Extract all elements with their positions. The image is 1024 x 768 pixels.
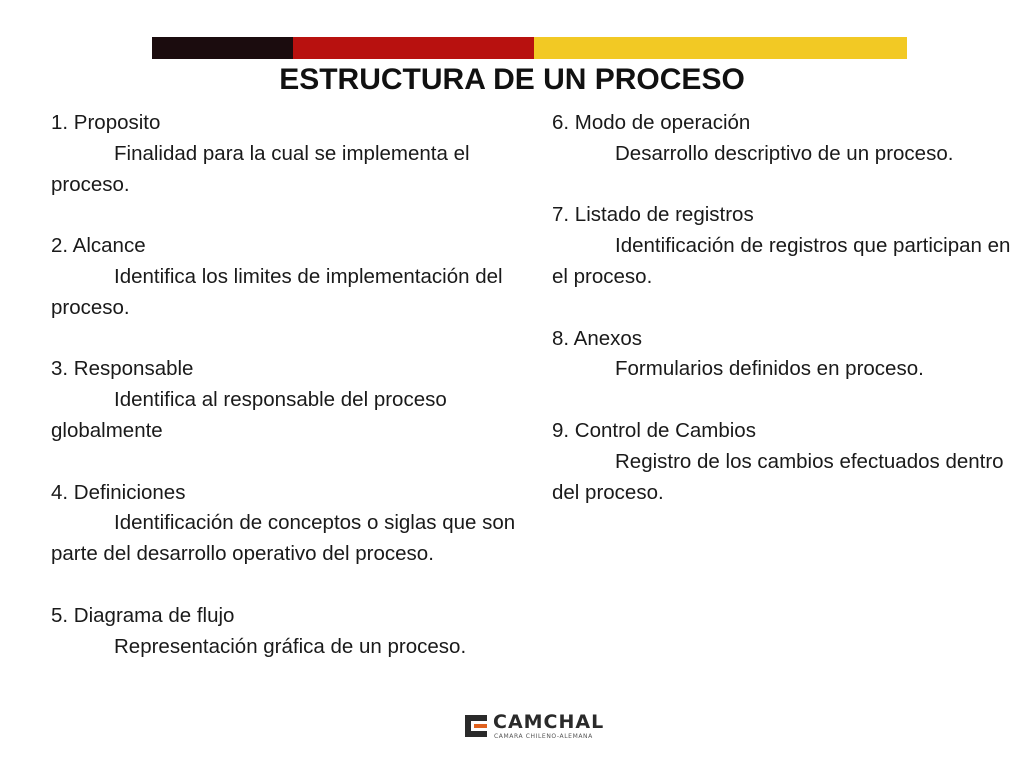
item-heading: 5. Diagrama de flujo	[51, 603, 235, 627]
right-column	[552, 108, 1014, 508]
flag-stripe-gold	[534, 37, 907, 59]
item-description: Identifica al responsable del proceso globalmente	[51, 388, 447, 442]
list-item	[51, 478, 521, 570]
item-description: Identificación de registros que participan en el proceso.	[552, 234, 1011, 288]
left-column	[51, 108, 521, 662]
list-item	[552, 324, 1014, 386]
item-description: Identificación de conceptos o siglas que son parte del desarrollo operativo del proceso.	[51, 511, 516, 566]
list-item	[51, 231, 521, 323]
item-description: Formularios definidos en proceso.	[615, 357, 924, 381]
item-heading: 8. Anexos	[552, 326, 643, 350]
flag-stripe-black	[152, 37, 293, 59]
camchal-logo	[463, 711, 605, 744]
item-description: Representación gráfica de un proceso.	[114, 634, 467, 658]
item-heading: 3. Responsable	[51, 357, 194, 381]
item-description: Identifica los limites de implementación del proceso.	[51, 264, 503, 319]
logo-subtitle: CAMARA CHILENO-ALEMANA	[494, 733, 593, 740]
item-heading: 4. Definiciones	[51, 480, 186, 504]
page-title: ESTRUCTURA DE UN PROCESO	[279, 63, 745, 96]
item-description: Registro de los cambios efectuados dentro del proceso.	[552, 449, 1004, 504]
list-item	[51, 108, 521, 200]
item-heading: 7. Listado de registros	[552, 203, 754, 227]
item-heading: 1. Proposito	[51, 111, 161, 134]
list-item	[51, 601, 521, 663]
item-heading: 6. Modo de operación	[552, 111, 751, 134]
logo-name: CAMCHAL	[493, 711, 605, 733]
item-heading: 2. Alcance	[51, 234, 146, 258]
camchal-logo-icon	[463, 713, 489, 739]
item-description: Desarrollo descriptivo de un proceso.	[615, 141, 954, 165]
list-item	[552, 200, 1014, 292]
list-item	[51, 354, 521, 446]
item-description: Finalidad para la cual se implementa el proceso.	[51, 141, 470, 196]
list-item	[552, 416, 1014, 508]
flag-color-bar	[152, 37, 907, 59]
flag-stripe-red	[293, 37, 534, 59]
list-item	[552, 108, 1014, 170]
item-heading: 9. Control de Cambios	[552, 418, 756, 442]
